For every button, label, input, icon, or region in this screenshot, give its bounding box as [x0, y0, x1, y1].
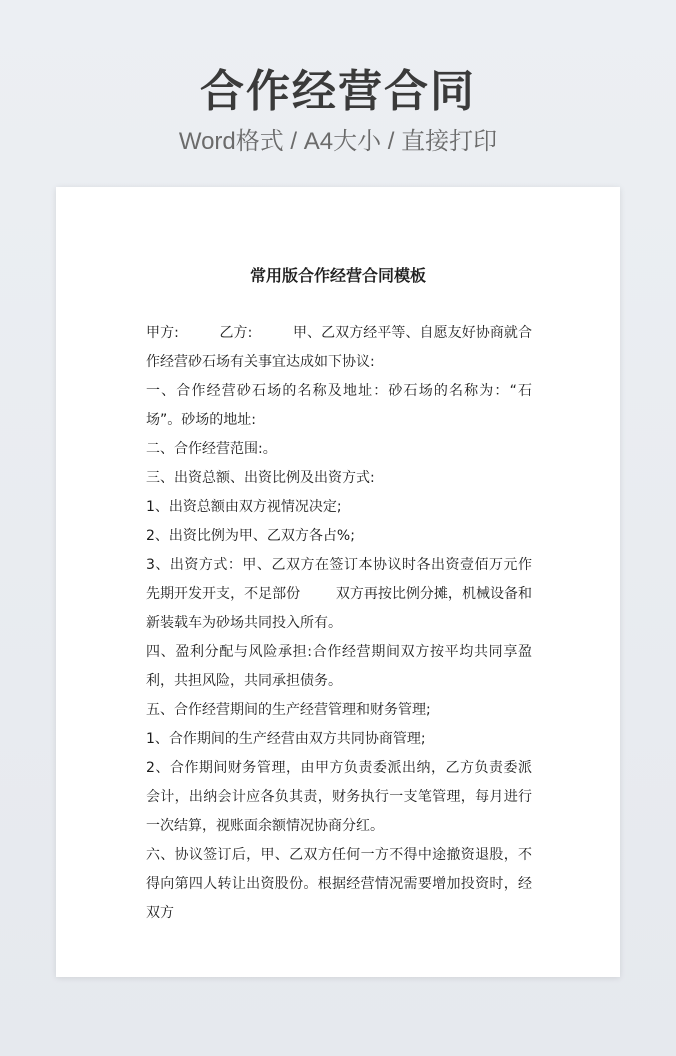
paragraph-clause-3-2: 2、出资比例为甲、乙双方各占%; [146, 528, 355, 544]
banner [0, 62, 676, 160]
document-body [146, 319, 532, 928]
paragraph-clause-5: 五、合作经营期间的生产经营管理和财务管理; [146, 702, 431, 718]
paragraph-clause-5-1: 1、合作期间的生产经营由双方共同协商管理; [146, 731, 426, 747]
paragraph-clause-1: 一、合作经营砂石场的名称及地址：砂石场的名称为：“石场”。砂场的地址: [146, 383, 532, 428]
paragraph-clause-3-3: 3、出资方式：甲、乙双方在签订本协议时各出资壹佰万元作先期开发开支，不足部份 双方再按比例分摊，机械设备和新装载车为砂场共同投入所有。 [146, 557, 532, 631]
paragraph-parties: 甲方: 乙方: 甲、乙双方经平等、自愿友好协商就合作经营砂石场有关事宜达成如下协议: [146, 325, 532, 370]
banner-subtitle: Word格式 / A4大小 / 直接打印 [178, 128, 498, 155]
paragraph-clause-5-2: 2、合作期间财务管理，由甲方负责委派出纳，乙方负责委派会计，出纳会计应各负其责，财务执行一支笔管理，每月进行一次结算，视账面余额情况协商分红。 [146, 760, 532, 834]
document-page [56, 187, 620, 977]
paragraph-clause-3-1: 1、出资总额由双方视情况决定; [146, 499, 342, 515]
paragraph-clause-4: 四、盈利分配与风险承担:合作经营期间双方按平均共同享盈利，共担风险，共同承担债务。 [146, 644, 532, 689]
paragraph-clause-6: 六、协议签订后，甲、乙双方任何一方不得中途撤资退股，不得向第四人转让出资股份。根据经营情况需要增加投资时，经双方 [146, 847, 532, 921]
banner-title: 合作经营合同 [200, 66, 476, 117]
paragraph-clause-3: 三、出资总额、出资比例及出资方式: [146, 470, 375, 486]
paragraph-clause-2: 二、合作经营范围:。 [146, 441, 277, 457]
document-heading: 常用版合作经营合同模板 [249, 266, 426, 285]
